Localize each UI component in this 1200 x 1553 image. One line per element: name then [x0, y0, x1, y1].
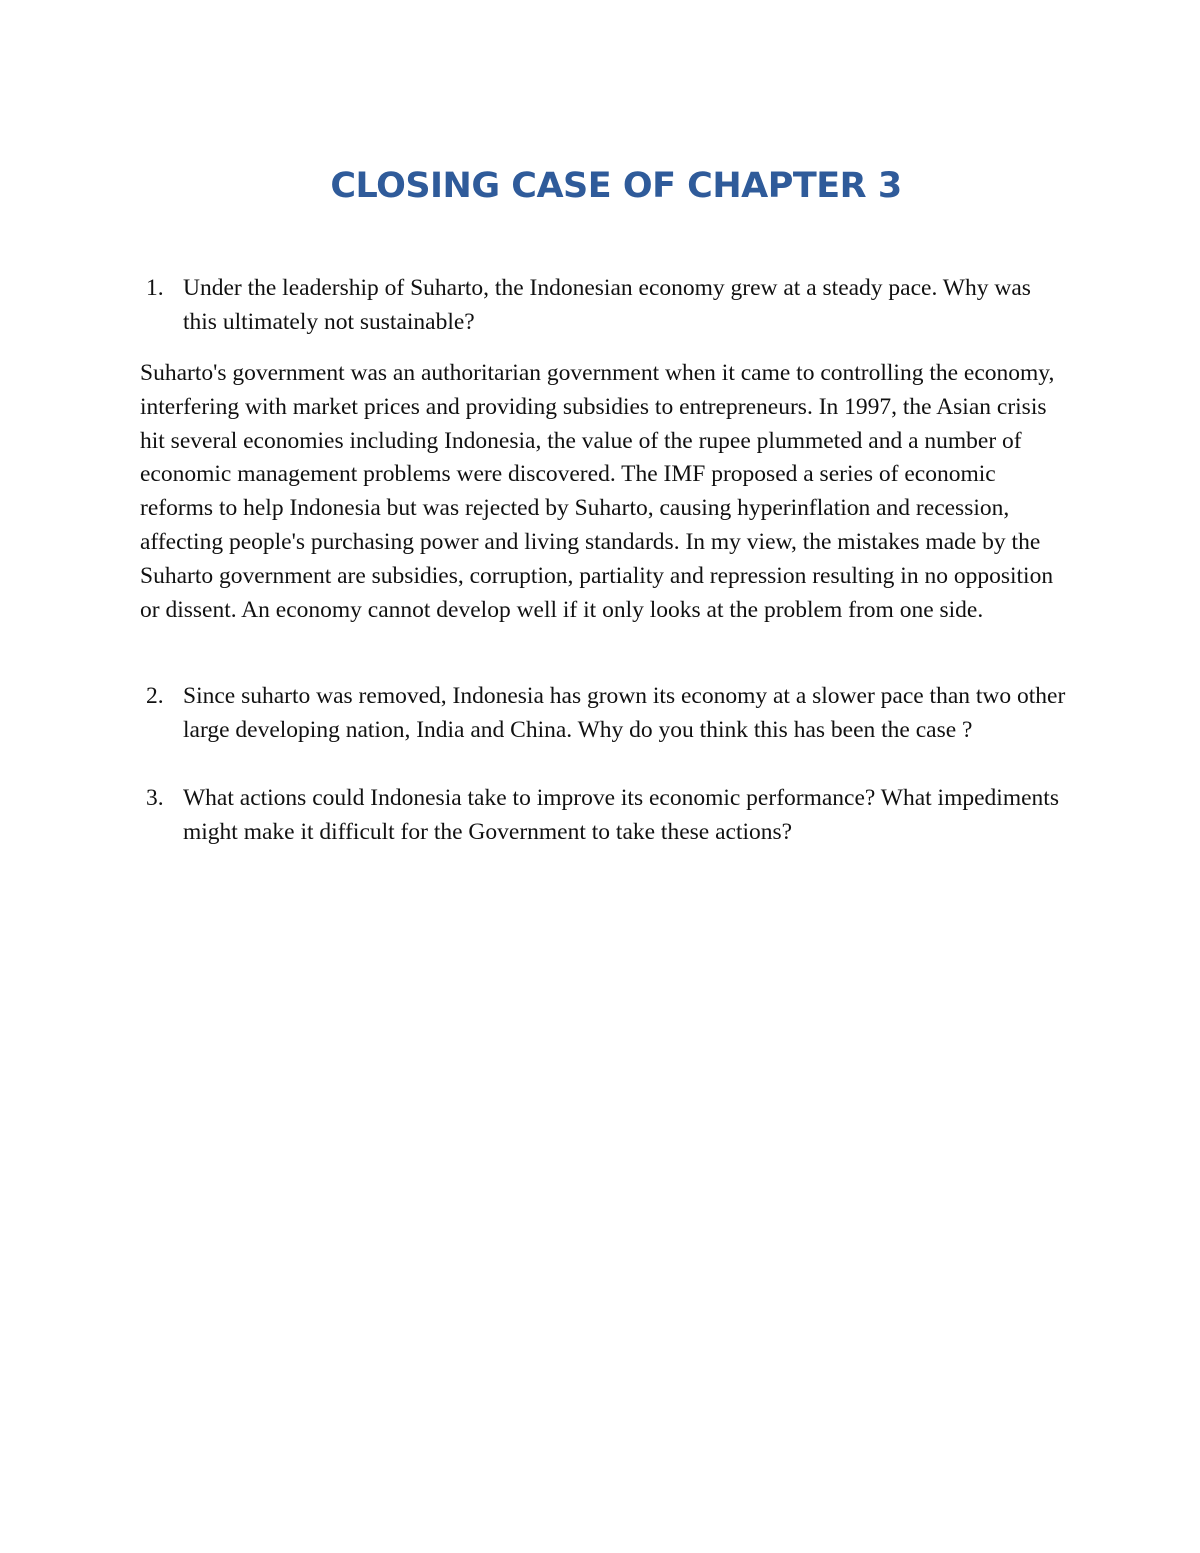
question-number: 2. [146, 683, 164, 709]
question-text: Since suharto was removed, Indonesia has grown its economy at a slower pace than two other large developing nation, India and China. Why do you think this has been the case ? [183, 683, 1066, 743]
question-number: 1. [146, 275, 164, 301]
document-title: CLOSING CASE OF CHAPTER 3 [330, 166, 902, 206]
question-number: 3. [146, 785, 164, 811]
question-text: Under the leadership of Suharto, the Indonesian economy grew at a steady pace. Why was this ultimately not sustainable? [183, 275, 1031, 335]
question-item-3 [140, 781, 1070, 849]
question-item-1 [140, 271, 1070, 339]
question-item-2 [140, 679, 1070, 747]
answer-paragraph: Suharto's government was an authoritarian government when it came to controlling the economy, interfering with market prices and providing subsidies to entrepreneurs. In 1997, the Asian crisis hit several economies including Indonesia, the value of the rupee plummeted and a number of economic management problems were discovered. The IMF proposed a series of economic reforms to help Indonesia but was rejected by Suharto, causing hyperinflation and recession, affecting people's purchasing power and living standards. In my view, the mistakes made by the Suharto government are subsidies, corruption, partiality and repression resulting in no opposition or dissent. An economy cannot develop well if it only looks at the problem from one side. [140, 360, 1055, 623]
question-text: What actions could Indonesia take to improve its economic performance? What impediments might make it difficult for the Government to take these actions? [183, 785, 1059, 845]
